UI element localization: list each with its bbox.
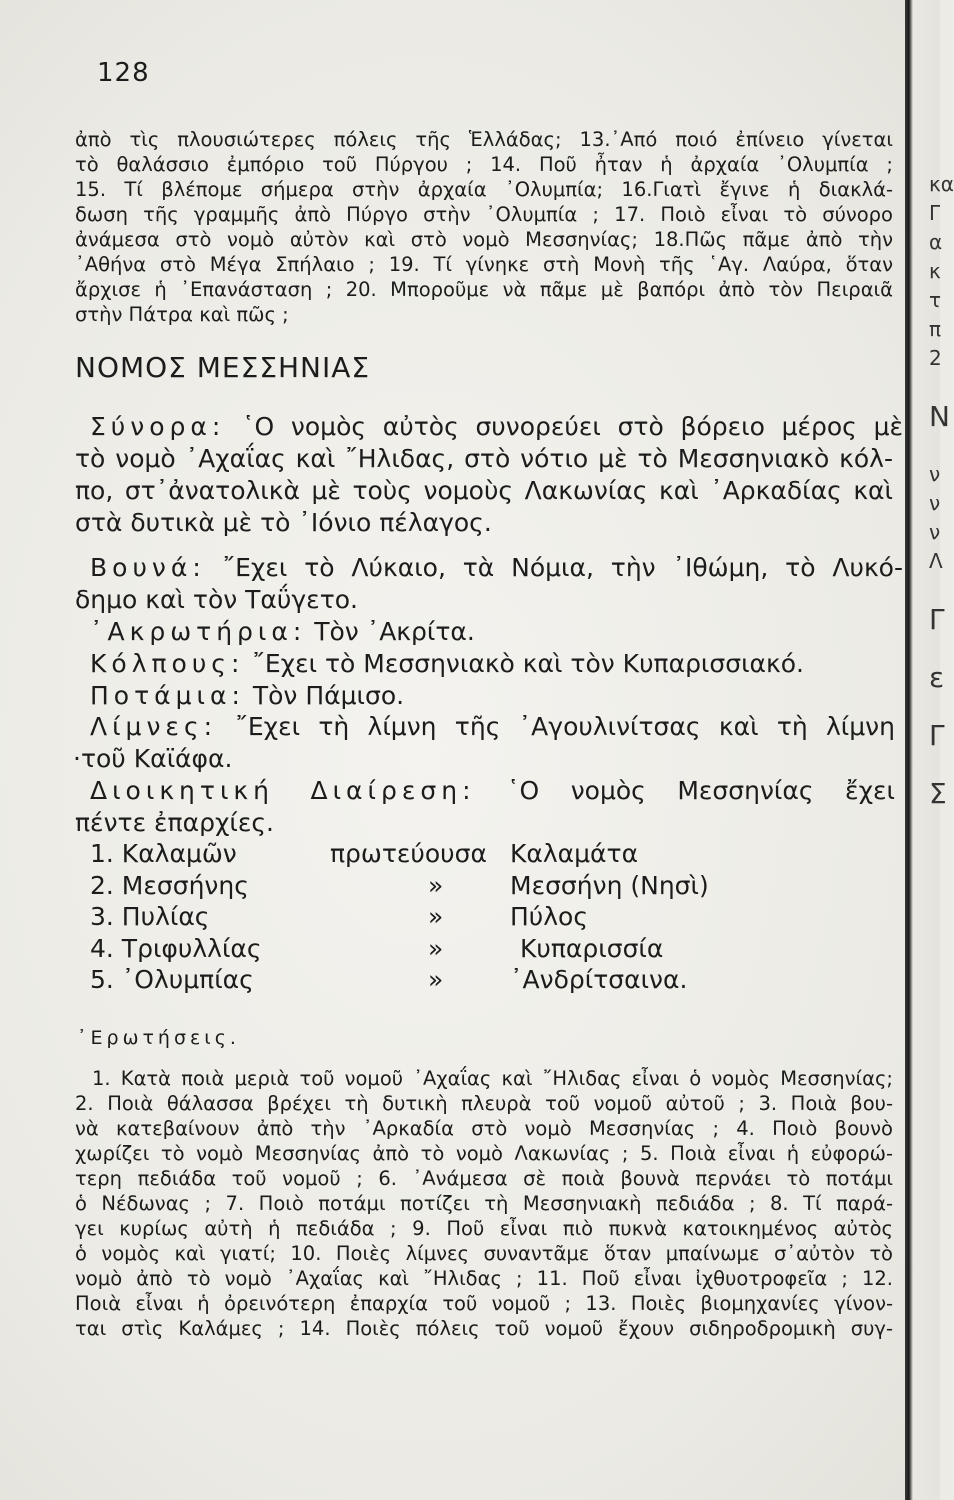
fragment-glyph: Σ — [929, 777, 947, 810]
district-capital: ᾿Ανδρίτσαινα. — [510, 965, 688, 994]
entry-dioikitiki — [90, 775, 895, 807]
district-capital: Καλαμάτα — [510, 839, 639, 868]
question-line: 1. Κατὰ ποιὰ μεριὰ τοῦ νομοῦ ᾿Αχαΐας καὶ ῎Ηλιδας εἶναι ὁ νομὸς Μεσσηνίας; — [92, 1067, 893, 1090]
section-title: ΝΟΜΟΣ ΜΕΣΣΗΝΙΑΣ — [75, 351, 371, 384]
text-line: 15. Τί βλέπομε σήμερα στὴν ἀρχαία ᾿Ολυμπία; 16.Γιατὶ ἔγινε ἡ διακλά- — [75, 178, 893, 201]
fragment-glyph: Γ — [929, 201, 941, 225]
entry-text: τοῦ Καϊάφα. — [80, 744, 233, 773]
text-line: ἄρχισε ἡ ᾿Επανάσταση ; 20. Μποροῦμε νὰ πᾶμε μὲ βαπόρι ἀπὸ τὸν Πειραιᾶ — [75, 278, 893, 301]
entry-line: πέντε ἐπαρχίες. — [75, 808, 274, 837]
entry-line: ·τοῦ Καϊάφα. — [73, 744, 233, 773]
district-capital: Κυπαρισσία — [520, 933, 664, 963]
entry-label: Βουνά: — [90, 553, 206, 582]
entry-label: Σύνορα: — [90, 412, 226, 441]
previous-questions — [75, 127, 893, 327]
entry-synora-cont — [75, 443, 893, 539]
fragment-glyph: Γ — [929, 719, 945, 752]
questions-list — [75, 1091, 893, 1341]
entry-kolpous — [90, 648, 804, 680]
question-line: νὰ κατεβαίνουν ἀπὸ τὴν ᾿Αρκαδία στὸ νομὸ Μεσσηνίας ; 4. Ποιὸ βουνὸ — [75, 1117, 893, 1140]
fragment-glyph — [929, 373, 949, 402]
question-line: ὁ νομὸς καὶ γιατί; 10. Ποιὲς λίμνες συναντᾶμε ὅταν μπαίνωμε σ᾿αὐτὸν τὸ — [75, 1242, 893, 1265]
entry-label: ᾿Ακρωτήρια: — [90, 617, 307, 646]
text-line: ἀνάμεσα στὸ νομὸ αὐτὸν καὶ στὸ νομὸ Μεσσηνίας; 18.Πῶς πᾶμε ἀπὸ τὴν — [75, 228, 893, 251]
district-mark: πρωτεύουσα — [330, 839, 487, 868]
entry-label: Διοικητική Διαίρεση: — [90, 776, 476, 805]
district-mark: » — [428, 902, 444, 931]
district-mark: » — [428, 870, 444, 900]
entry-dioikitiki-cont — [75, 807, 274, 839]
question-line: ὁ Νέδωνας ; 7. Ποιὸ ποτάμι ποτίζει τὴ Μεσσηνιακὴ πεδιάδα ; 8. Τί παρά- — [75, 1192, 893, 1215]
district-capital: Πύλος — [510, 902, 589, 931]
entry-line: δημο καὶ τὸν Ταΰγετο. — [75, 585, 358, 614]
entry-text: ῾Ο νομὸς αὐτὸς συνορεύει στὸ βόρειο μέρος μὲ — [225, 412, 903, 441]
district-mark: » — [428, 965, 444, 994]
fragment-glyph: α — [929, 230, 943, 254]
fragment-glyph: 2 — [929, 346, 942, 370]
fragment-glyph: Ν — [929, 400, 950, 433]
district-capital: Μεσσήνη (Νησὶ) — [510, 870, 709, 900]
entry-text: Τὸν Πάμισο. — [244, 681, 405, 710]
entry-vouna-cont — [75, 584, 358, 616]
fragment-glyph — [929, 692, 949, 721]
entry-line: πο, στ᾿ἀνατολικὰ μὲ τοὺς νομοὺς Λακωνίας καὶ ᾿Αρκαδίας καὶ — [75, 476, 893, 505]
entry-label: Λίμνες: — [90, 712, 218, 741]
fragment-glyph: ν — [929, 491, 941, 515]
district-name: 1. Καλαμῶν — [90, 839, 237, 868]
entry-limnes-cont — [73, 743, 232, 775]
question-line: ται στὶς Καλάμες ; 14. Ποιὲς πόλεις τοῦ νομοῦ ἔχουν σιδηροδρομικὴ συγ- — [75, 1317, 893, 1340]
questions-heading: ᾿Ερωτήσεις. — [77, 1027, 240, 1049]
entry-text: ῎Εχει τὴ λίμνη τῆς ᾿Αγουλινίτσας καὶ τὴ λίμνη — [217, 712, 895, 741]
fragment-glyph: Γ — [929, 603, 945, 636]
entry-akrotiria — [90, 616, 475, 648]
question-line: 2. Ποιὰ θάλασσα βρέχει τὴ δυτικὴ πλευρὰ τοῦ νομοῦ αὐτοῦ ; 3. Ποιὰ βου- — [75, 1092, 893, 1115]
entry-vouna — [90, 552, 903, 584]
entry-line — [90, 648, 804, 680]
fragment-glyph: ν — [929, 462, 941, 486]
text-line: δωση τῆς γραμμῆς ἀπὸ Πύργο στὴν ᾿Ολυμπία ; 17. Ποιὸ εἶναι τὸ σύνορο — [75, 203, 893, 226]
district-name: 4. Τριφυλλίας — [90, 933, 262, 963]
entry-text: Τὸν ᾿Ακρίτα. — [306, 617, 475, 646]
text-line: ἀπὸ τὶς πλουσιώτερες πόλεις τῆς Ἑλλάδας; 13.᾿Από ποιό ἐπίνειο γίνεται — [75, 128, 893, 151]
questions-first — [92, 1066, 893, 1091]
entry-line: στὰ δυτικὰ μὲ τὸ ᾿Ιόνιο πέλαγος. — [75, 508, 492, 537]
next-page-fragment — [929, 170, 954, 810]
fragment-glyph: Λ — [929, 549, 943, 573]
question-line: νομὸ ἀπὸ τὸ νομὸ ᾿Αχαΐας καὶ ῎Ηλιδας ; 11. Ποῦ εἶναι ἰχθυοτροφεῖα ; 12. — [75, 1267, 893, 1290]
question-line: Ποιὰ εἶναι ἡ ὀρεινότερη ἐπαρχία τοῦ νομοῦ ; 13. Ποιὲς βιομηχανίες γίνον- — [75, 1292, 893, 1315]
fragment-glyph: κα — [929, 172, 954, 196]
district-name: 2. Μεσσήνης — [90, 870, 249, 900]
text-line: τὸ θαλάσσιο ἐμπόριο τοῦ Πύργου ; 14. Ποῦ ἦταν ἡ ἀρχαία ᾿Ολυμπία ; — [75, 153, 893, 176]
entry-label: Κόλπους: — [90, 649, 245, 678]
question-line: χωρίζει τὸ νομὸ Μεσσηνίας ἀπὸ τὸ νομὸ Λακωνίας ; 5. Ποιὰ εἶναι ἡ εὐφορώ- — [75, 1142, 893, 1165]
entry-line — [90, 411, 903, 443]
entry-line — [90, 552, 903, 584]
entry-potamia — [90, 680, 404, 712]
entry-limnes — [90, 711, 895, 743]
fragment-glyph — [929, 750, 949, 779]
district-mark: » — [428, 933, 444, 963]
entry-text: ῎Εχει τὸ Λύκαιο, τὰ Νόμια, τὴν ᾿Ιθώμη, τὸ Λυκό- — [205, 553, 903, 582]
entry-synora — [90, 411, 903, 443]
fragment-glyph: π — [929, 317, 942, 341]
text-line: ᾿Αθήνα στὸ Μέγα Σπήλαιο ; 19. Τί γίνηκε στὴ Μονὴ τῆς ῾Αγ. Λαύρα, ὅταν — [75, 253, 893, 276]
entry-text: ῎Εχει τὸ Μεσσηνιακὸ καὶ τὸν Κυπαρισσιακό. — [244, 649, 805, 678]
fragment-glyph: τ — [929, 288, 942, 312]
fragment-glyph — [929, 634, 949, 663]
entry-line — [90, 680, 404, 712]
fragment-glyph: ε — [929, 661, 945, 694]
fragment-glyph — [929, 576, 949, 605]
fragment-glyph: κ — [929, 259, 941, 283]
district-name: 5. ᾿Ολυμπίας — [90, 965, 254, 994]
text-line: στὴν Πάτρα καὶ πῶς ; — [75, 303, 289, 326]
district-name: 3. Πυλίας — [90, 902, 210, 931]
entry-label: Ποτάμια: — [90, 681, 245, 710]
entry-line — [90, 775, 895, 807]
entry-line — [90, 616, 475, 648]
page-number: 128 — [97, 58, 150, 88]
book-gutter — [905, 0, 954, 1500]
question-line: γει κυρίως αὐτὴ ἡ πεδιάδα ; 9. Ποῦ εἶναι πιὸ πυκνὰ κατοικημένος αὐτὸς — [75, 1217, 893, 1240]
fragment-glyph: ν — [929, 520, 941, 544]
entry-line: τὸ νομὸ ᾿Αχαΐας καὶ ῎Ηλιδας, στὸ νότιο μὲ τὸ Μεσσηνιακὸ κόλ- — [75, 444, 893, 473]
entry-text: ῾Ο νομὸς Μεσσηνίας ἔχει — [475, 776, 895, 805]
question-line: τερη πεδιάδα τοῦ νομοῦ ; 6. ᾿Ανάμεσα σὲ ποιὰ βουνὰ περνάει τὸ ποτάμι — [75, 1167, 893, 1190]
entry-line — [90, 711, 895, 743]
fragment-glyph — [929, 431, 949, 460]
